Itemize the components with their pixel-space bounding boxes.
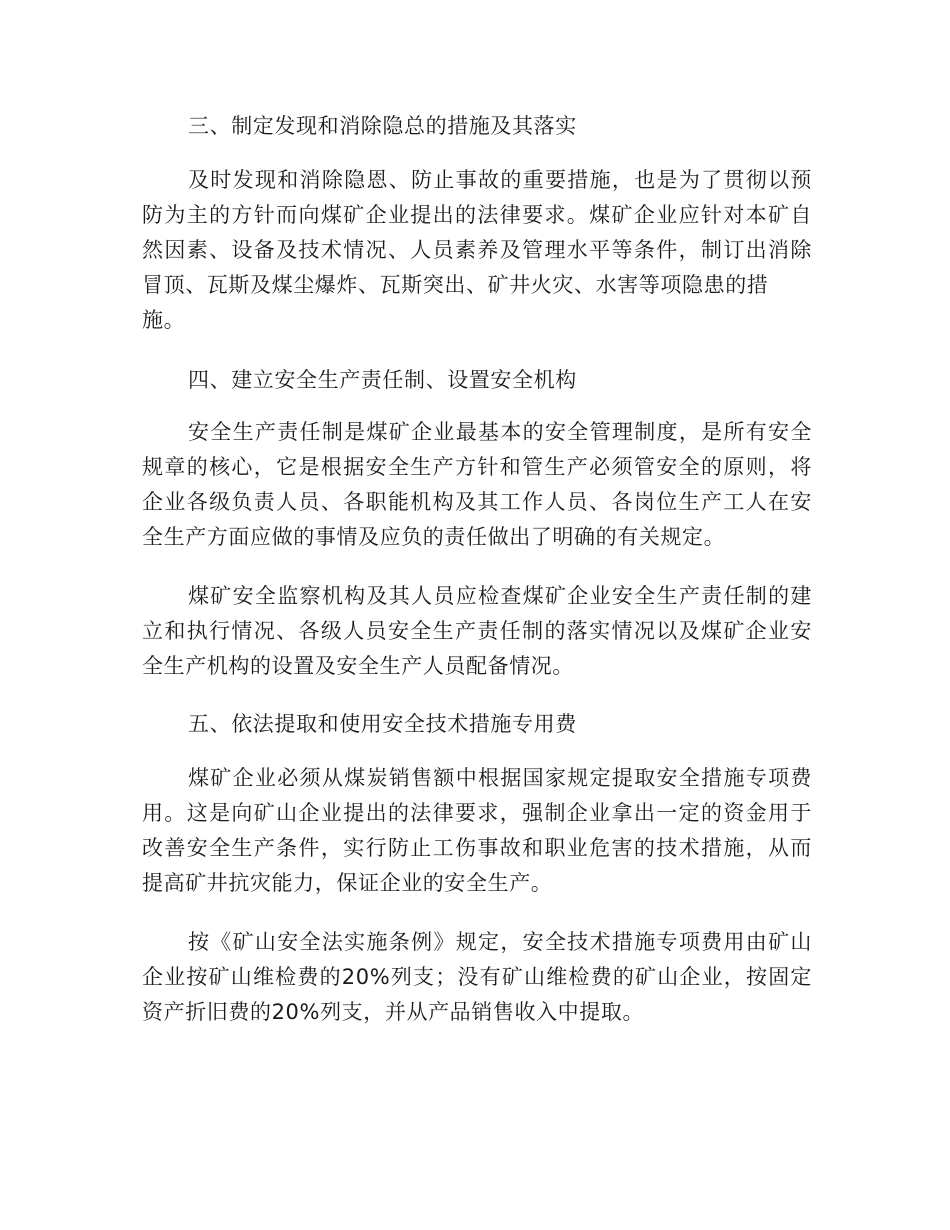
paragraph-line: 按《矿山安全法实施条例》规定，安全技术措施专项费用由矿山 <box>188 930 812 954</box>
heading-text: 四、建立安全生产责任制、设置安全机构 <box>188 368 577 392</box>
paragraph-line: 施。 <box>142 308 186 332</box>
paragraph-line: 煤矿企业必须从煤炭销售额中根据国家规定提取安全措施专项费 <box>188 766 812 790</box>
paragraph-line: 用。这是向矿山企业提出的法律要求，强制企业拿出一定的资金用于 <box>142 801 812 825</box>
paragraph-line: 及时发现和消除隐恩、防止事故的重要措施，也是为了贯彻以预 <box>188 168 812 192</box>
paragraph <box>142 415 812 555</box>
paragraph-line: 冒顶、瓦斯及煤尘爆炸、瓦斯突出、矿井火灾、水害等项隐患的措 <box>142 273 769 297</box>
paragraph <box>142 925 812 1030</box>
paragraph-line: 全生产方面应做的事情及应负的责任做出了明确的有关规定。 <box>142 525 726 549</box>
paragraph <box>142 579 812 684</box>
paragraph-line: 安全生产责任制是煤矿企业最基本的安全管理制度，是所有安全 <box>188 420 812 444</box>
paragraph-line: 全生产机构的设置及安全生产人员配备情况。 <box>142 654 574 678</box>
paragraph-line: 资产折旧费的20%列支，并从产品销售收入中提取。 <box>142 1000 645 1024</box>
paragraph-line: 煤矿安全监察机构及其人员应检查煤矿企业安全生产责任制的建 <box>188 584 812 608</box>
heading-text: 五、依法提取和使用安全技术措施专用费 <box>188 712 577 736</box>
heading-text: 三、制定发现和消除隐总的措施及其落实 <box>188 114 577 138</box>
paragraph-line: 企业按矿山维检费的20%列支；没有矿山维检费的矿山企业，按固定 <box>142 965 812 989</box>
paragraph-line: 立和执行情况、各级人员安全生产责任制的落实情况以及煤矿企业安 <box>142 619 812 643</box>
paragraph-line: 企业各级负责人员、各职能机构及其工作人员、各岗位生产工人在安 <box>142 490 812 514</box>
section-heading <box>142 109 812 144</box>
paragraph-line: 规章的核心，它是根据安全生产方针和管生产必须管安全的原则，将 <box>142 455 812 479</box>
paragraph <box>142 163 812 338</box>
paragraph-line: 提高矿井抗灾能力，保证企业的安全生产。 <box>142 871 553 895</box>
section-heading <box>142 363 812 398</box>
paragraph <box>142 761 812 901</box>
paragraph-line: 然因素、设备及技术情况、人员素养及管理水平等条件，制订出消除 <box>142 238 812 262</box>
paragraph-line: 改善安全生产条件，实行防止工伤事故和职业危害的技术措施，从而 <box>142 836 812 860</box>
paragraph-line: 防为主的方针而向煤矿企业提出的法律要求。煤矿企业应针对本矿自 <box>142 203 812 227</box>
section-heading <box>142 707 812 742</box>
